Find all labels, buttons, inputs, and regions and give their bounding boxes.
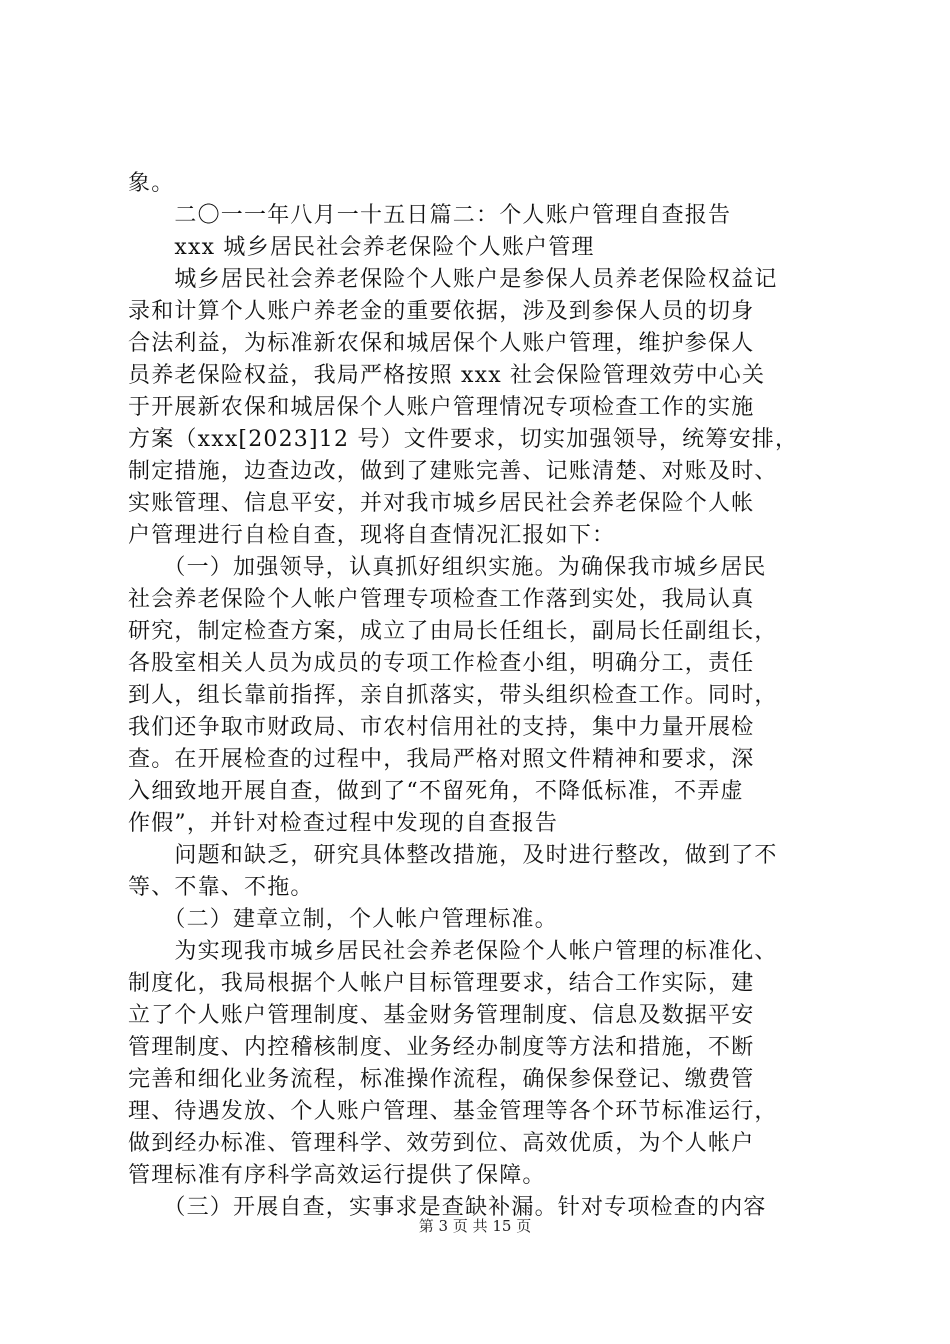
text-line: （二）建章立制，个人帐户管理标准。 (128, 907, 558, 932)
text-line: 实账管理、信息平安，并对我市城乡居民社会养老保险个人帐 (128, 491, 755, 516)
text-line: 为实现我市城乡居民社会养老保险个人帐户管理的标准化、 (128, 939, 778, 964)
text-line: 制定措施，边查边改，做到了建账完善、记账清楚、对账及时、 (128, 459, 778, 484)
text-line: 于开展新农保和城居保个人账户管理情况专项检查工作的实施 (128, 395, 755, 420)
text-line: 各股室相关人员为成员的专项工作检查小组，明确分工，责任 (128, 651, 755, 676)
text-line: 管理制度、内控稽核制度、业务经办制度等方法和措施，不断 (128, 1035, 755, 1060)
text-line: xxx 城乡居民社会养老保险个人账户管理 (128, 235, 595, 260)
page-number-footer: 第 3 页 共 15 页 (418, 1217, 532, 1235)
text-line: 户管理进行自检自查，现将自查情况汇报如下： (128, 523, 616, 548)
text-line: 二〇一一年八月一十五日篇二：个人账户管理自查报告 (128, 203, 732, 228)
document-body (128, 168, 840, 1224)
text-line: 制度化，我局根据个人帐户目标管理要求，结合工作实际，建 (128, 971, 755, 996)
text-line: 城乡居民社会养老保险个人账户是参保人员养老保险权益记 (128, 267, 778, 292)
text-line: 完善和细化业务流程，标准操作流程，确保参保登记、缴费管 (128, 1067, 755, 1092)
text-line: 我们还争取市财政局、市农村信用社的支持，集中力量开展检 (128, 715, 755, 740)
text-line: （三）开展自查，实事求是查缺补漏。针对专项检查的内容 (128, 1195, 767, 1220)
text-line: 员养老保险权益，我局严格按照 xxx 社会保险管理效劳中心关 (128, 363, 766, 388)
text-line: 立了个人账户管理制度、基金财务管理制度、信息及数据平安 (128, 1003, 755, 1028)
text-line: 方案（xxx[2023]12 号）文件要求，切实加强领导，统筹安排， (128, 427, 799, 452)
text-line: 等、不靠、不拖。 (128, 875, 314, 900)
text-line: 录和计算个人账户养老金的重要依据，涉及到参保人员的切身 (128, 299, 755, 324)
text-line: 入细致地开展自查，做到了“不留死角，不降低标准，不弄虚 (128, 779, 744, 804)
text-line: 合法利益，为标准新农保和城居保个人账户管理，维护参保人 (128, 331, 755, 356)
text-line: 社会养老保险个人帐户管理专项检查工作落到实处，我局认真 (128, 587, 755, 612)
text-line: 查。在开展检查的过程中，我局严格对照文件精神和要求，深 (128, 747, 755, 772)
text-line: 到人，组长靠前指挥，亲自抓落实，带头组织检查工作。同时， (128, 683, 778, 708)
text-line: 作假”，并针对检查过程中发现的自查报告 (128, 811, 559, 836)
text-line: （一）加强领导，认真抓好组织实施。为确保我市城乡居民 (128, 555, 767, 580)
text-line: 研究，制定检查方案，成立了由局长任组长，副局长任副组长， (128, 619, 778, 644)
text-line: 象。 (128, 171, 175, 196)
text-line: 问题和缺乏，研究具体整改措施，及时进行整改，做到了不 (128, 843, 778, 868)
text-line: 管理标准有序科学高效运行提供了保障。 (128, 1163, 546, 1188)
text-line: 做到经办标准、管理科学、效劳到位、高效优质，为个人帐户 (128, 1131, 755, 1156)
text-line: 理、待遇发放、个人账户管理、基金管理等各个环节标准运行， (128, 1099, 778, 1124)
